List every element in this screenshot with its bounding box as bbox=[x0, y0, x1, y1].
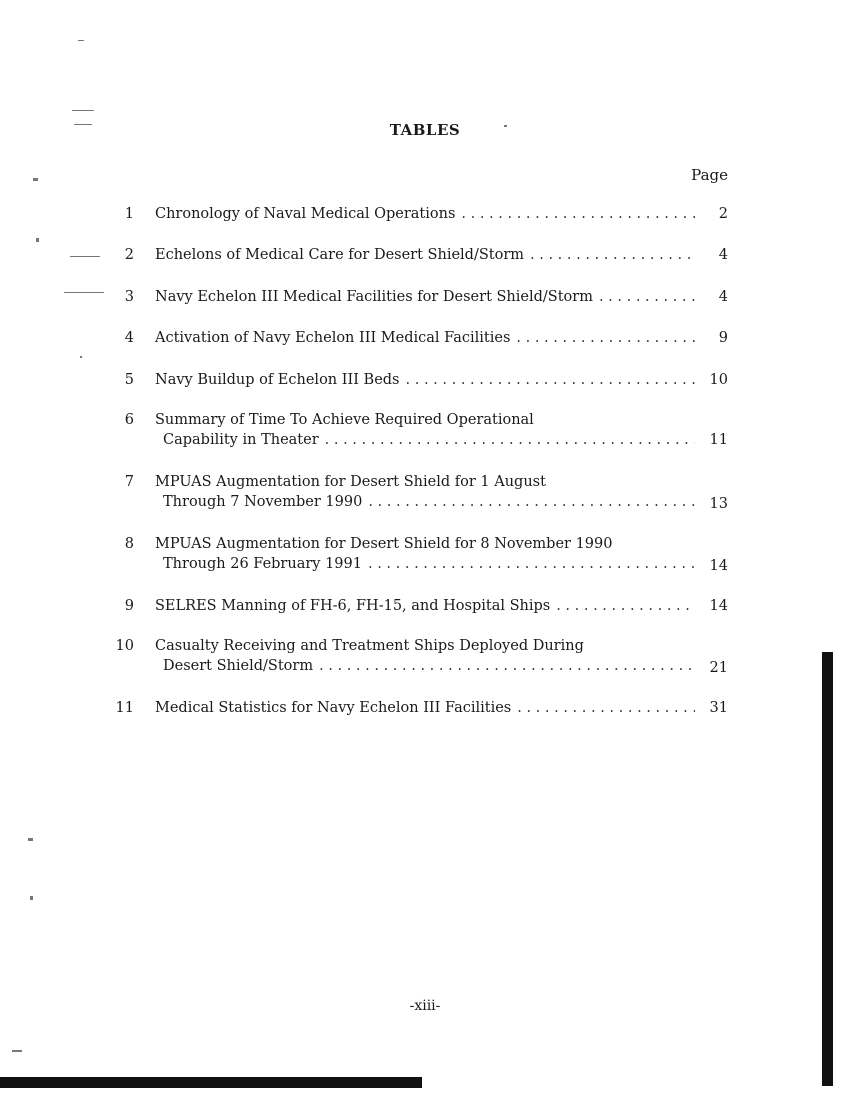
entry-page-number: 4 bbox=[718, 289, 728, 305]
entry-title: SELRES Manning of FH-6, FH-15, and Hospital Ships bbox=[155, 598, 551, 614]
entry-title: Summary of Time To Achieve Required Operational bbox=[155, 412, 534, 428]
entry-number: 4 bbox=[124, 330, 134, 346]
dot-leader bbox=[516, 328, 695, 348]
scan-speck bbox=[64, 292, 104, 293]
entry-page-number: 4 bbox=[718, 247, 728, 263]
entry-number: 2 bbox=[124, 247, 134, 263]
entry-title: Navy Echelon III Medical Facilities for Desert Shield/Storm bbox=[155, 289, 593, 305]
entry-page-number: 14 bbox=[709, 558, 728, 574]
entry-title: MPUAS Augmentation for Desert Shield for 8 November 1990 bbox=[155, 536, 613, 552]
entry-number: 7 bbox=[124, 474, 134, 490]
scan-speck bbox=[30, 896, 33, 900]
entry-page-number: 21 bbox=[709, 660, 728, 676]
entry-title-continuation: Desert Shield/Storm bbox=[163, 658, 314, 674]
entry-number: 5 bbox=[124, 372, 134, 388]
entry-number: 1 bbox=[124, 206, 134, 222]
entry-number: 6 bbox=[124, 412, 134, 428]
dot-leader bbox=[368, 554, 695, 574]
entry-page-number: 2 bbox=[718, 206, 728, 222]
entry-title-continuation: Capability in Theater bbox=[163, 432, 319, 448]
entry-page-number: 9 bbox=[718, 330, 728, 346]
scan-speck bbox=[28, 838, 33, 841]
entry-title-continuation: Through 26 February 1991 bbox=[163, 556, 362, 572]
entry-number: 11 bbox=[115, 700, 134, 716]
entry-number: 10 bbox=[115, 638, 134, 654]
entry-title: Medical Statistics for Navy Echelon III Facilities bbox=[155, 700, 512, 716]
dot-leader bbox=[517, 698, 695, 718]
dot-leader bbox=[368, 492, 695, 512]
scan-speck bbox=[72, 110, 94, 111]
scan-speck bbox=[78, 40, 84, 41]
entry-page-number: 13 bbox=[709, 496, 728, 512]
entry-title: Echelons of Medical Care for Desert Shield/Storm bbox=[155, 247, 525, 263]
entry-title: Activation of Navy Echelon III Medical Facilities bbox=[155, 330, 511, 346]
scan-edge-bar-bottom bbox=[0, 1077, 422, 1088]
dot-leader bbox=[406, 370, 695, 390]
scan-speck bbox=[504, 125, 507, 127]
entry-number: 9 bbox=[124, 598, 134, 614]
page-title: TABLES bbox=[389, 121, 461, 139]
entry-title: Casualty Receiving and Treatment Ships Deployed During bbox=[155, 638, 584, 654]
entry-title-continuation: Through 7 November 1990 bbox=[163, 494, 363, 510]
entry-title: Chronology of Naval Medical Operations bbox=[155, 206, 456, 222]
entry-page-number: 14 bbox=[709, 598, 728, 614]
dot-leader bbox=[319, 656, 695, 676]
entry-number: 3 bbox=[124, 289, 134, 305]
entry-title: MPUAS Augmentation for Desert Shield for 1 August bbox=[155, 474, 546, 490]
dot-leader bbox=[556, 596, 695, 616]
entry-page-number: 31 bbox=[709, 700, 728, 716]
page-number: -xiii- bbox=[409, 998, 441, 1014]
entry-number: 8 bbox=[124, 536, 134, 552]
entry-page-number: 11 bbox=[709, 432, 728, 448]
scan-speck bbox=[80, 356, 82, 358]
scan-speck bbox=[12, 1050, 22, 1052]
scan-speck bbox=[36, 238, 39, 242]
page-column-header: Page bbox=[691, 166, 728, 184]
entry-page-number: 10 bbox=[709, 372, 728, 388]
scan-speck bbox=[70, 256, 100, 257]
dot-leader bbox=[530, 245, 695, 265]
entry-title: Navy Buildup of Echelon III Beds bbox=[155, 372, 400, 388]
scan-speck bbox=[33, 178, 38, 181]
scan-edge-bar-right bbox=[822, 652, 833, 1086]
dot-leader bbox=[599, 287, 695, 307]
scan-speck bbox=[74, 124, 92, 125]
dot-leader bbox=[325, 430, 695, 450]
dot-leader bbox=[461, 204, 695, 224]
